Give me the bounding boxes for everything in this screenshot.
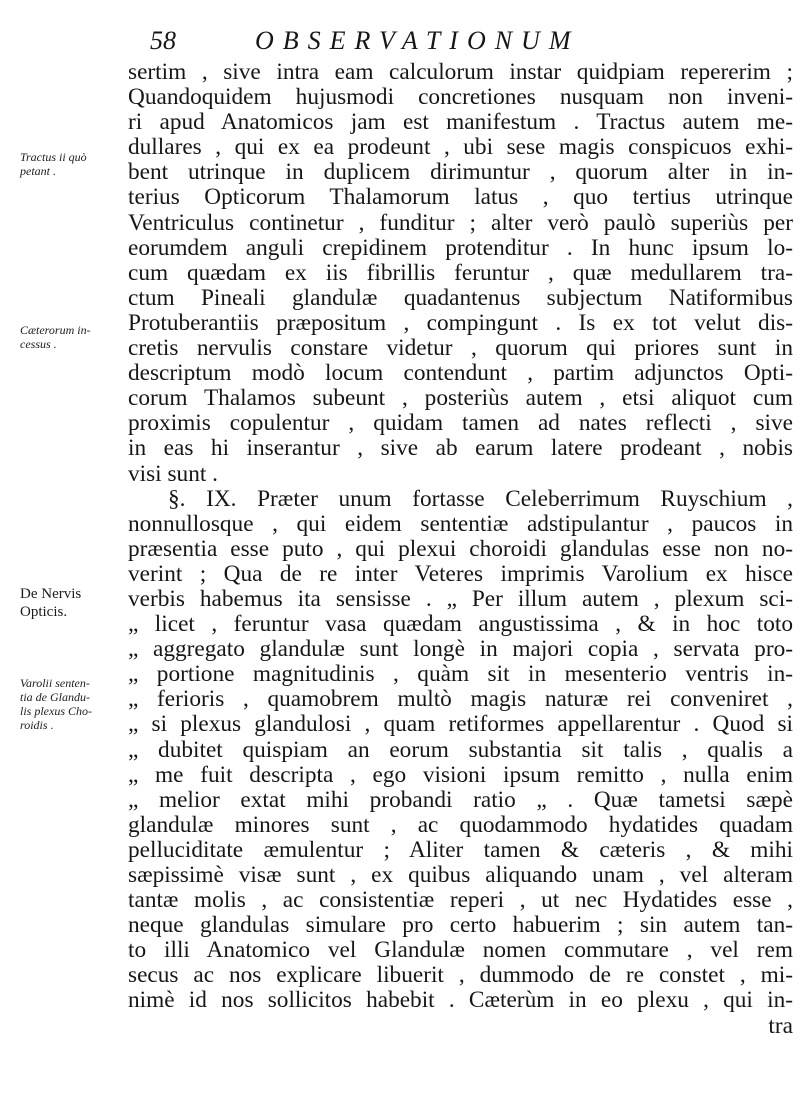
body-text bbox=[128, 60, 793, 1039]
text-line: ri apud Anatomicos jam est manifestum . Tractus autem me- bbox=[128, 109, 793, 136]
quote-line: „ me fuit descripta , ego visioni ipsum remitto , nulla enim bbox=[128, 761, 793, 788]
marginal-line: lis plexus Cho- bbox=[20, 704, 92, 718]
marginal-line: Varolii senten- bbox=[20, 676, 90, 690]
text-line: dullares , qui ex ea prodeunt , ubi sese magis conspicuos exhi- bbox=[128, 134, 793, 161]
text-line: tantæ molis , ac consistentiæ reperi , ut nec Hydatides esse , bbox=[128, 887, 793, 914]
marginal-note-caeterorum bbox=[20, 323, 128, 351]
text-line: to illi Anatomico vel Glandulæ nomen commutare , vel rem bbox=[128, 937, 793, 964]
text-line: Ventriculus continetur , funditur ; alter verò paulò superiùs per bbox=[128, 209, 793, 236]
page-number: 58 bbox=[150, 26, 176, 55]
text-line: Quandoquidem hujusmodi concretiones nusquam non inveni- bbox=[128, 84, 793, 111]
text-line: pelluciditate æmulentur ; Aliter tamen & cæteris , & mihi bbox=[128, 836, 793, 863]
text-line: corum Thalamos subeunt , posteriùs autem , etsi aliquot cum bbox=[128, 385, 793, 412]
quote-line: „ dubitet quispiam an eorum substantia sit talis , qualis a bbox=[128, 736, 793, 763]
marginal-line: Tractus ii quò bbox=[20, 150, 87, 164]
marginal-line: De Nervis bbox=[20, 586, 82, 602]
marginal-note-tractus bbox=[20, 150, 128, 178]
text-line: cretis nervulis constare videtur , quorum qui priores sunt in bbox=[128, 335, 793, 362]
text-line: Protuberantiis præpositum , compingunt . Is ex tot velut dis- bbox=[128, 309, 793, 336]
section-heading-line: §. IX. Præter unum fortasse Celeberrimum Ruyschium , bbox=[168, 485, 793, 512]
marginal-note-de-nervis bbox=[20, 585, 128, 621]
text-line: terius Opticorum Thalamorum latus , quo tertius utrinque bbox=[128, 184, 793, 211]
text-line: descriptum modò locum contendunt , partim adjunctos Opti- bbox=[128, 360, 793, 387]
text-line: ctum Pineali glandulæ quadantenus subjectum Natiformibus bbox=[128, 284, 793, 311]
text-line: neque glandulas simulare pro certo habuerim ; sin autem tan- bbox=[128, 912, 793, 939]
text-line: sertim , sive intra eam calculorum instar quidpiam repererim ; bbox=[128, 59, 793, 85]
text-line: nonnullosque , qui eidem sententiæ adstipulantur , paucos in bbox=[128, 510, 793, 537]
text-line: verbis habemus ita sensisse . „ Per illum autem , plexum sci- bbox=[128, 585, 793, 612]
quote-line: „ ferioris , quamobrem multò magis naturæ rei conveniret , bbox=[128, 686, 793, 713]
text-line: in eas hi inserantur , sive ab earum latere prodeant , nobis bbox=[128, 435, 793, 462]
text-line: bent utrinque in duplicem dirimuntur , quorum alter in in- bbox=[128, 159, 793, 186]
text-line: eorumdem anguli crepidinem protenditur . In hunc ipsum lo- bbox=[128, 234, 793, 261]
text-line: præsentia esse puto , qui plexui choroidi glandulas esse non no- bbox=[128, 535, 793, 562]
text-line: cum quædam ex iis fibrillis feruntur , quæ medullarem tra- bbox=[128, 259, 793, 286]
text-line: proximis copulentur , quidam tamen ad nates reflecti , sive bbox=[128, 410, 793, 437]
text-line: secus ac nos explicare libuerit , dummodo de re constet , mi- bbox=[128, 962, 793, 989]
marginal-line: petant . bbox=[20, 164, 56, 178]
text-line: visi sunt . bbox=[128, 460, 218, 487]
running-head: OBSERVATIONUM bbox=[255, 26, 580, 55]
marginal-line: Opticis. bbox=[20, 604, 68, 620]
marginal-line: tia de Glandu- bbox=[20, 690, 90, 704]
quote-line: „ si plexus glandulosi , quam retiformes appellarentur . Quod si bbox=[128, 711, 793, 738]
text-line: sæpissimè visæ sunt , ex quibus aliquando unam , vel alteram bbox=[128, 862, 793, 888]
quote-line: „ portione magnitudinis , quàm sit in mesenterio ventris in- bbox=[128, 661, 793, 688]
page-header bbox=[140, 24, 790, 64]
quote-line: „ aggregato glandulæ sunt longè in majori copia , servata pro- bbox=[128, 636, 793, 663]
quote-line: „ licet , feruntur vasa quædam angustissima , & in hoc toto bbox=[128, 611, 793, 638]
text-line: verint ; Qua de re inter Veteres imprimis Varolium ex hisce bbox=[128, 560, 793, 587]
marginal-line: Cæterorum in- bbox=[20, 323, 91, 337]
quote-line: „ melior extat mihi probandi ratio „ . Quæ tametsi sæpè bbox=[128, 786, 793, 813]
marginal-line: roidis . bbox=[20, 718, 54, 732]
marginal-line: cessus . bbox=[20, 337, 57, 351]
marginal-note-varolii bbox=[20, 676, 128, 732]
catchword: tra bbox=[768, 1012, 793, 1039]
text-line: nimè id nos sollicitos habebit . Cæterùm in eo plexu , qui in- bbox=[128, 987, 793, 1014]
text-line: glandulæ minores sunt , ac quodammodo hydatides quadam bbox=[128, 811, 793, 838]
